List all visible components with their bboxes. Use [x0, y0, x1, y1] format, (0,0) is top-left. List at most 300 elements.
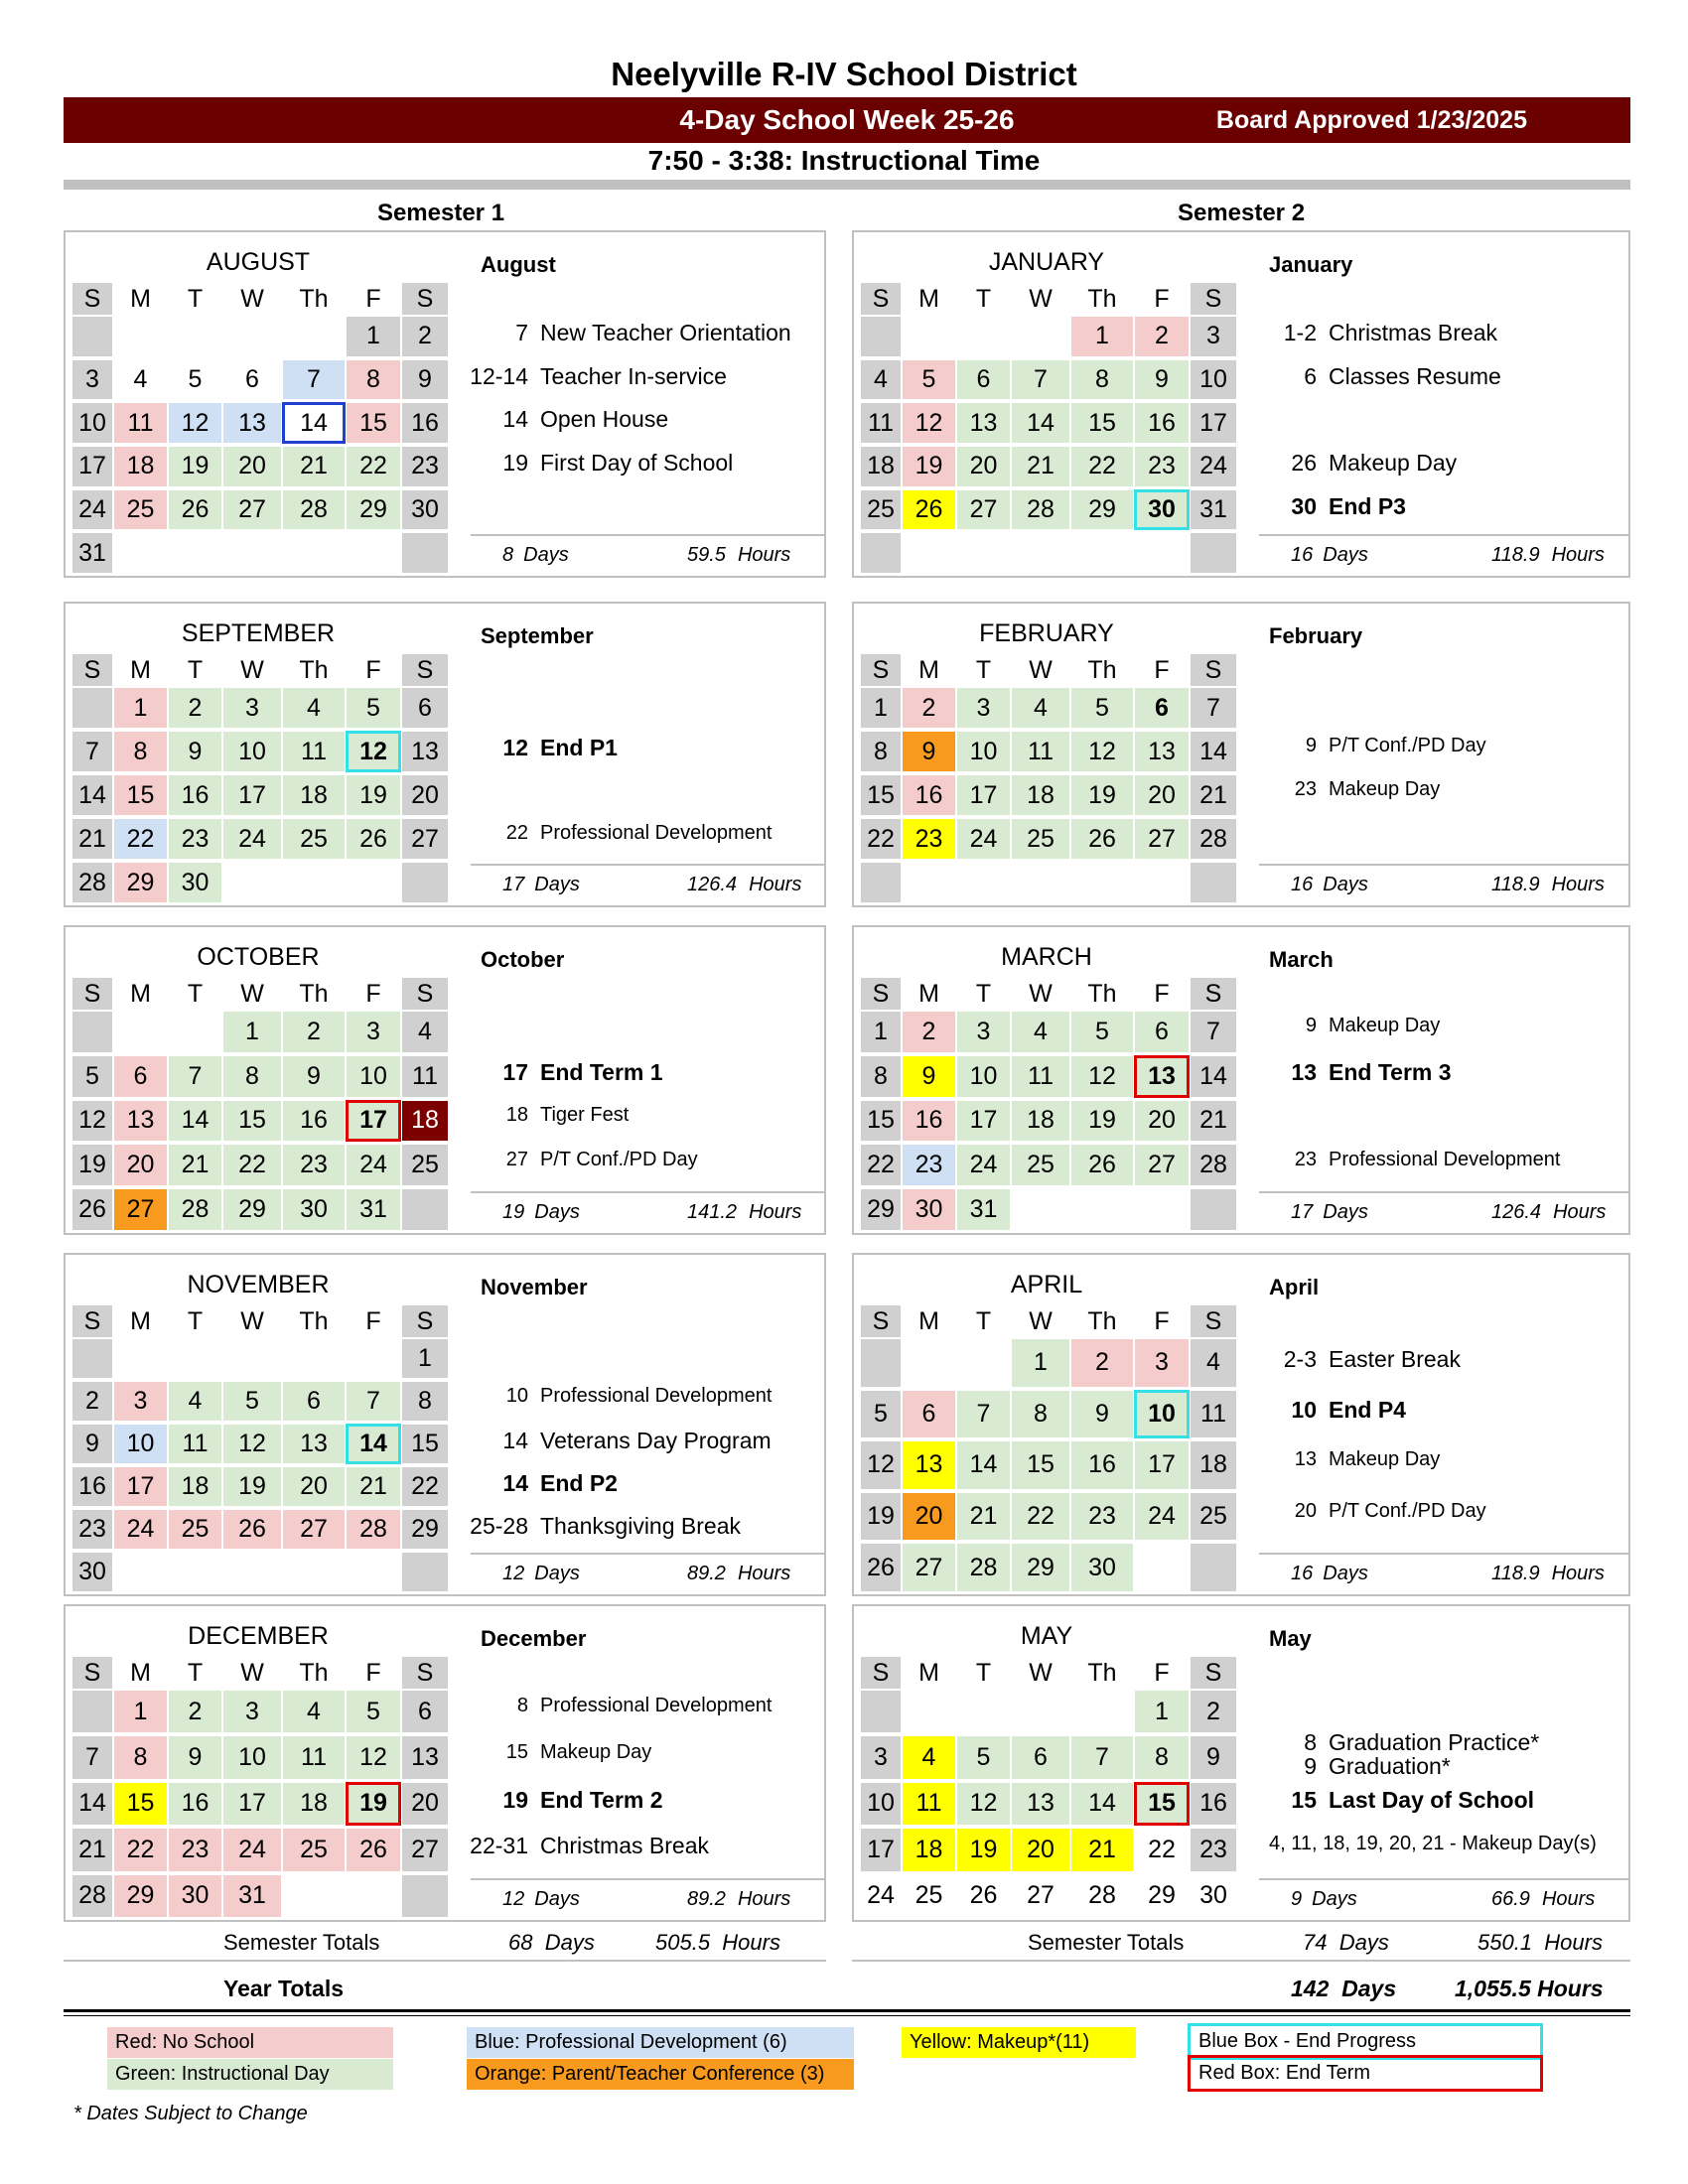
month-heading: October — [481, 947, 565, 972]
day-cell: 11 — [282, 731, 346, 772]
day-cell: 10 — [1134, 1390, 1190, 1439]
event — [459, 1149, 816, 1178]
event — [1247, 1753, 1620, 1783]
day-cell: 20 — [282, 1466, 346, 1507]
day-cell: 16 — [282, 1100, 346, 1143]
day-header: S — [1190, 1304, 1237, 1338]
month-heading: November — [481, 1275, 588, 1299]
day-cell: 7 — [168, 1055, 222, 1098]
event-text: Easter Break — [1329, 1345, 1461, 1372]
day-cell: 23 — [902, 818, 956, 860]
event-text: End P3 — [1329, 492, 1406, 519]
legend-blue-box: Blue Box - End Progress — [1188, 2023, 1543, 2060]
days-unit: Days — [1323, 874, 1368, 895]
day-cell: 10 — [956, 731, 1011, 772]
event-date: 10 — [1291, 1397, 1317, 1424]
event — [1247, 1015, 1620, 1044]
day-cell: 8 — [346, 359, 401, 401]
hours-unit: Hours — [737, 1563, 791, 1584]
day-cell-empty — [1070, 1690, 1134, 1733]
day-cell: 27 — [956, 489, 1011, 531]
day-cell: 3 — [956, 1011, 1011, 1053]
day-cell: 18 — [282, 1782, 346, 1826]
board-approved: Board Approved 1/23/2025 — [1215, 106, 1527, 134]
day-cell: 20 — [1134, 774, 1190, 816]
day-cell: 5 — [902, 359, 956, 401]
day-cell: 6 — [222, 359, 282, 401]
day-cell: 23 — [1070, 1492, 1134, 1542]
totals-divider — [1259, 1191, 1630, 1193]
day-cell: 14 — [1190, 1055, 1237, 1098]
event — [459, 1513, 816, 1543]
month-name: DECEMBER — [188, 1622, 329, 1650]
day-header: S — [860, 1304, 902, 1338]
day-header: S — [401, 653, 449, 687]
page-title: Neelyville R-IV School District — [611, 56, 1077, 92]
totals-divider — [471, 1553, 826, 1555]
day-cell-empty — [401, 1188, 449, 1231]
month-heading: August — [481, 252, 556, 277]
day-cell: 22 — [222, 1144, 282, 1186]
day-cell: 7 — [1011, 359, 1070, 401]
month-notes — [451, 927, 828, 1237]
day-cell: 25 — [1190, 1492, 1237, 1542]
day-header: T — [168, 1304, 222, 1338]
event-date: 22 — [505, 822, 528, 844]
day-cell-empty — [860, 1690, 902, 1733]
day-header: W — [222, 653, 282, 687]
event — [459, 1833, 816, 1862]
day-header: W — [1011, 653, 1070, 687]
day-cell: 17 — [956, 774, 1011, 816]
event-text: Classes Resume — [1329, 362, 1501, 389]
event-date: 27 — [505, 1148, 528, 1170]
totals-divider — [1259, 1878, 1630, 1880]
event — [1247, 1397, 1620, 1427]
day-cell: 8 — [222, 1055, 282, 1098]
semester-2-hours: 550.1 Hours — [1477, 1930, 1603, 1955]
day-cell: 29 — [346, 489, 401, 531]
hours-unit: Hours — [1551, 544, 1605, 566]
day-cell-empty — [71, 1338, 113, 1379]
day-cell: 9 — [1134, 359, 1190, 401]
event — [1247, 1500, 1620, 1530]
day-cell-empty — [1070, 532, 1134, 574]
day-cell: 15 — [401, 1424, 449, 1464]
day-header: W — [222, 1656, 282, 1690]
day-cell-empty — [956, 532, 1011, 574]
month-notes — [1239, 604, 1632, 909]
day-header: F — [1134, 977, 1190, 1011]
event — [459, 1787, 816, 1817]
event — [459, 1695, 816, 1724]
day-cell-empty — [1134, 862, 1190, 903]
month-notes — [451, 1606, 828, 1924]
day-cell: 5 — [222, 1381, 282, 1422]
event-text: End Term 3 — [1329, 1059, 1452, 1086]
days-value: 12 — [502, 1888, 525, 1910]
day-header: S — [1190, 653, 1237, 687]
day-cell: 15 — [860, 774, 902, 816]
day-cell: 30 — [902, 1188, 956, 1231]
day-cell: 22 — [1134, 1828, 1190, 1871]
day-cell: 27 — [113, 1188, 168, 1231]
day-cell: 10 — [346, 1055, 401, 1098]
day-cell: 28 — [1190, 1144, 1237, 1186]
event-text: End P2 — [540, 1469, 618, 1496]
day-cell-empty — [1190, 1188, 1237, 1231]
day-cell: 26 — [71, 1188, 113, 1231]
day-cell: 29 — [1011, 1543, 1070, 1592]
day-cell: 31 — [956, 1188, 1011, 1231]
day-header: Th — [282, 977, 346, 1011]
day-cell: 12 — [346, 1735, 401, 1779]
event-text: Last Day of School — [1329, 1787, 1535, 1813]
day-cell: 21 — [1190, 774, 1237, 816]
day-cell: 26 — [1070, 1144, 1134, 1186]
day-cell: 25 — [113, 489, 168, 531]
day-cell: 2 — [168, 1690, 222, 1733]
day-cell: 8 — [860, 731, 902, 772]
legend-blue: Blue: Professional Development (6) — [467, 2027, 854, 2058]
month-notes — [1239, 927, 1632, 1237]
month-name: NOVEMBER — [187, 1271, 330, 1298]
year-totals-label: Year Totals — [223, 1976, 345, 2001]
event-text: End P4 — [1329, 1397, 1406, 1424]
day-header: T — [956, 1656, 1011, 1690]
day-cell: 27 — [282, 1509, 346, 1550]
day-cell: 14 — [346, 1424, 401, 1464]
event — [1247, 778, 1620, 808]
day-cell: 25 — [902, 1874, 956, 1918]
month-name: MARCH — [1001, 943, 1092, 971]
day-cell: 7 — [71, 1735, 113, 1779]
day-cell: 22 — [346, 446, 401, 487]
hours-value: 118.9 — [1491, 544, 1540, 566]
day-cell-empty — [902, 316, 956, 357]
day-cell-empty — [1011, 862, 1070, 903]
day-cell: 6 — [282, 1381, 346, 1422]
day-cell: 22 — [113, 1828, 168, 1871]
day-cell-empty — [282, 1552, 346, 1592]
month-heading: January — [1269, 252, 1353, 277]
event-date: 12 — [502, 735, 528, 760]
month-panel-february — [852, 602, 1630, 907]
day-cell: 13 — [401, 731, 449, 772]
day-header: W — [222, 282, 282, 316]
divider — [852, 1960, 1630, 1962]
day-cell: 30 — [282, 1188, 346, 1231]
day-cell: 3 — [113, 1381, 168, 1422]
event-text: Graduation* — [1329, 1752, 1451, 1779]
legend-green: Green: Instructional Day — [107, 2059, 393, 2090]
day-cell: 22 — [1011, 1492, 1070, 1542]
day-header: Th — [282, 1656, 346, 1690]
day-cell: 18 — [902, 1828, 956, 1871]
day-cell-empty — [346, 1552, 401, 1592]
event — [1247, 320, 1620, 349]
day-cell: 12 — [71, 1100, 113, 1143]
day-cell: 19 — [1070, 1100, 1134, 1143]
day-cell: 3 — [1190, 316, 1237, 357]
day-cell: 2 — [282, 1011, 346, 1053]
day-cell-empty — [1190, 1543, 1237, 1592]
day-cell: 25 — [1011, 1144, 1070, 1186]
day-cell: 26 — [1070, 818, 1134, 860]
day-cell: 12 — [902, 402, 956, 444]
day-cell: 4 — [168, 1381, 222, 1422]
day-header: M — [113, 1656, 168, 1690]
month-days — [1291, 1563, 1368, 1585]
day-cell-empty — [346, 532, 401, 574]
day-cell: 6 — [902, 1390, 956, 1439]
month-days — [502, 1563, 580, 1585]
day-cell: 11 — [113, 402, 168, 444]
day-cell: 23 — [168, 818, 222, 860]
event-text: Professional Development — [540, 822, 773, 844]
day-header: Th — [1070, 977, 1134, 1011]
divider — [64, 1960, 826, 1962]
day-cell: 1 — [113, 687, 168, 729]
day-cell: 10 — [860, 1782, 902, 1826]
semester-1-title: Semester 1 — [376, 200, 505, 226]
hours-value: 118.9 — [1491, 1563, 1540, 1584]
day-cell: 9 — [902, 1055, 956, 1098]
divider — [64, 2009, 1630, 2012]
day-cell: 19 — [71, 1144, 113, 1186]
day-header: T — [956, 653, 1011, 687]
month-hours — [1491, 874, 1605, 896]
day-cell: 26 — [346, 818, 401, 860]
day-cell-empty — [1134, 1543, 1190, 1592]
day-cell: 15 — [1134, 1782, 1190, 1826]
month-panel-april — [852, 1253, 1630, 1596]
month-panel-november — [64, 1253, 826, 1596]
hours-value: 126.4 — [687, 874, 738, 895]
day-cell: 16 — [902, 1100, 956, 1143]
month-days — [502, 1201, 580, 1224]
event — [1247, 450, 1620, 479]
hours-unit: Hours — [737, 1888, 791, 1910]
year-days: 142 Days — [1291, 1976, 1397, 2001]
day-cell: 28 — [1011, 489, 1070, 531]
day-cell: 12 — [168, 402, 222, 444]
event-text: End P1 — [540, 735, 618, 760]
day-cell: 25 — [860, 489, 902, 531]
event-text: Graduation Practice* — [1329, 1728, 1540, 1755]
day-cell: 7 — [1190, 1011, 1237, 1053]
days-unit: Days — [534, 1201, 580, 1223]
day-cell: 5 — [860, 1390, 902, 1439]
day-cell: 18 — [1190, 1440, 1237, 1490]
day-cell: 29 — [1070, 489, 1134, 531]
day-cell: 30 — [1070, 1543, 1134, 1592]
day-cell: 3 — [222, 1690, 282, 1733]
event-date: 2-3 — [1283, 1345, 1317, 1372]
legend-yellow: Yellow: Makeup*(11) — [902, 2027, 1136, 2058]
day-cell: 20 — [1011, 1828, 1070, 1871]
day-cell: 12 — [860, 1440, 902, 1490]
day-cell: 14 — [1190, 731, 1237, 772]
day-cell: 13 — [902, 1440, 956, 1490]
day-cell: 20 — [956, 446, 1011, 487]
event-date: 23 — [1294, 778, 1317, 800]
event-text: Open House — [540, 406, 669, 433]
day-cell-empty — [71, 687, 113, 729]
day-cell: 10 — [1190, 359, 1237, 401]
day-cell: 13 — [1011, 1782, 1070, 1826]
day-cell: 21 — [71, 818, 113, 860]
day-cell: 10 — [113, 1424, 168, 1464]
day-cell: 24 — [71, 489, 113, 531]
day-cell: 8 — [113, 731, 168, 772]
day-cell: 27 — [222, 489, 282, 531]
day-cell-empty — [1011, 1188, 1070, 1231]
day-header: S — [401, 282, 449, 316]
month-heading: April — [1269, 1275, 1320, 1299]
day-cell: 8 — [1134, 1735, 1190, 1779]
day-cell: 4 — [1011, 1011, 1070, 1053]
day-cell: 14 — [71, 774, 113, 816]
event-text: Makeup Day — [1329, 1448, 1441, 1470]
event — [459, 1385, 816, 1415]
event-text: Professional Development — [540, 1384, 773, 1407]
day-header: T — [168, 282, 222, 316]
event-date: 23 — [1294, 1148, 1317, 1170]
day-cell: 4 — [902, 1735, 956, 1779]
event-date: 30 — [1291, 492, 1317, 519]
day-cell: 13 — [1134, 731, 1190, 772]
month-days — [502, 874, 580, 896]
event-date: 8 — [516, 1695, 528, 1717]
hours-unit: Hours — [749, 874, 802, 895]
month-panel-december — [64, 1604, 826, 1922]
day-cell: 6 — [401, 1690, 449, 1733]
day-header: F — [1134, 653, 1190, 687]
day-cell: 29 — [222, 1188, 282, 1231]
days-value: 9 — [1291, 1888, 1303, 1910]
day-cell: 16 — [71, 1466, 113, 1507]
event — [1247, 1448, 1620, 1478]
day-header: Th — [282, 282, 346, 316]
day-cell-empty — [902, 532, 956, 574]
day-cell-empty — [282, 532, 346, 574]
day-cell: 11 — [1011, 1055, 1070, 1098]
day-cell: 30 — [401, 489, 449, 531]
days-unit: Days — [1323, 544, 1368, 566]
day-cell: 28 — [1190, 818, 1237, 860]
day-cell: 24 — [113, 1509, 168, 1550]
day-cell: 9 — [71, 1424, 113, 1464]
day-cell: 12 — [956, 1782, 1011, 1826]
day-cell: 11 — [401, 1055, 449, 1098]
day-cell: 16 — [168, 1782, 222, 1826]
day-cell: 28 — [71, 862, 113, 903]
hours-value: 89.2 — [687, 1563, 726, 1584]
day-cell-empty — [956, 1690, 1011, 1733]
day-cell: 17 — [1134, 1440, 1190, 1490]
day-cell: 19 — [860, 1492, 902, 1542]
days-unit: Days — [1323, 1201, 1368, 1223]
day-cell: 23 — [282, 1144, 346, 1186]
month-heading: February — [1269, 623, 1363, 648]
day-cell-empty — [401, 532, 449, 574]
day-cell: 10 — [222, 1735, 282, 1779]
day-cell-empty — [113, 1338, 168, 1379]
day-cell: 19 — [168, 446, 222, 487]
day-header: M — [113, 977, 168, 1011]
day-cell: 2 — [168, 687, 222, 729]
day-header: S — [860, 653, 902, 687]
day-cell: 29 — [860, 1188, 902, 1231]
day-cell-empty — [346, 1874, 401, 1918]
day-cell: 1 — [113, 1690, 168, 1733]
day-cell: 28 — [168, 1188, 222, 1231]
event — [1247, 493, 1620, 523]
day-cell: 16 — [401, 402, 449, 444]
month-name: SEPTEMBER — [181, 619, 336, 647]
day-cell-empty — [860, 532, 902, 574]
day-cell: 23 — [1134, 446, 1190, 487]
day-cell: 24 — [956, 1144, 1011, 1186]
event — [459, 1470, 816, 1500]
day-cell: 3 — [222, 687, 282, 729]
day-cell-empty — [71, 1690, 113, 1733]
day-cell: 27 — [1134, 1144, 1190, 1186]
day-header: M — [902, 1656, 956, 1690]
event-date: 6 — [1304, 362, 1317, 389]
day-cell: 26 — [346, 1828, 401, 1871]
event — [1247, 1787, 1620, 1817]
month-heading: May — [1269, 1626, 1312, 1651]
event-text: Makeup Day — [1329, 1015, 1441, 1037]
event — [459, 1428, 816, 1457]
day-cell-empty — [1134, 532, 1190, 574]
legend-red: Red: No School — [107, 2027, 393, 2058]
hours-value: 59.5 — [687, 544, 726, 566]
day-header: S — [1190, 1656, 1237, 1690]
day-cell: 5 — [346, 687, 401, 729]
day-header: S — [71, 653, 113, 687]
day-cell: 2 — [71, 1381, 113, 1422]
day-cell: 21 — [71, 1828, 113, 1871]
semester-1-days: 68 Days — [508, 1930, 595, 1955]
day-cell: 21 — [168, 1144, 222, 1186]
days-value: 16 — [1291, 874, 1314, 895]
day-cell: 11 — [902, 1782, 956, 1826]
event — [1247, 1059, 1620, 1089]
day-cell: 18 — [401, 1100, 449, 1143]
day-cell: 17 — [1190, 402, 1237, 444]
day-header: S — [860, 1656, 902, 1690]
day-cell: 10 — [956, 1055, 1011, 1098]
day-header: S — [1190, 282, 1237, 316]
day-cell-empty — [222, 1338, 282, 1379]
day-header: W — [1011, 1656, 1070, 1690]
day-cell: 4 — [1190, 1338, 1237, 1388]
month-name: FEBRUARY — [979, 619, 1114, 647]
month-notes — [1239, 1606, 1632, 1924]
event-date: 15 — [505, 1740, 528, 1763]
event-date: 14 — [502, 1427, 528, 1453]
event-date: 25-28 — [470, 1512, 528, 1539]
event — [459, 1741, 816, 1771]
day-cell: 10 — [222, 731, 282, 772]
day-cell-empty — [168, 1338, 222, 1379]
day-cell: 15 — [113, 774, 168, 816]
event-date: 20 — [1294, 1499, 1317, 1522]
event-date: 9 — [1304, 1752, 1317, 1779]
